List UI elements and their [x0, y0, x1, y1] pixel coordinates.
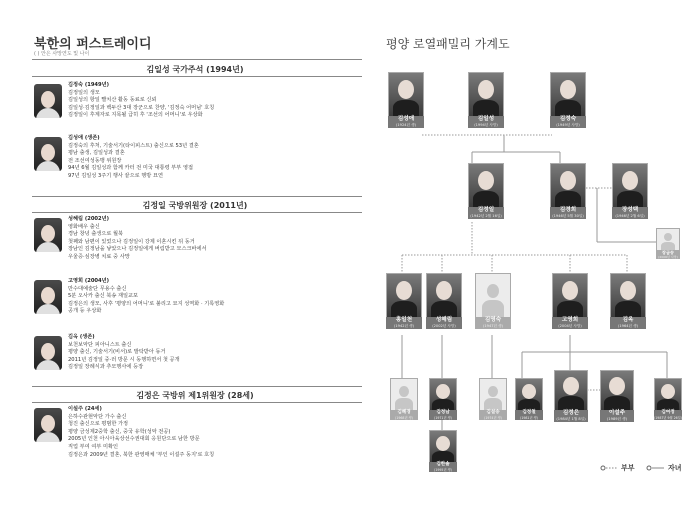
name-label: [656, 250, 680, 259]
person-text: [68, 334, 358, 372]
name-label: [429, 462, 457, 472]
node-name: 성혜림: [435, 317, 453, 323]
portrait-placeholder: [479, 378, 507, 412]
person-line: 장남인 김정남을 낳았으나 김정일에게 버림받고 모스크바에서: [68, 246, 207, 253]
node-date: (1942년 2월 16일): [470, 214, 502, 218]
portrait-photo: [429, 378, 457, 412]
person-name: 성혜림 (2002년): [68, 216, 110, 222]
portrait-photo: [34, 408, 62, 442]
children-legend-icon: [646, 464, 666, 472]
person-line: 김일성·김정일과 백두산 3대 장군으로 찬양, '김정숙 어머님' 호칭: [68, 104, 215, 111]
person-text: [68, 82, 358, 120]
person-text: [68, 278, 358, 316]
node-name: 김성애: [397, 116, 415, 122]
person-line: 첫째와 남편이 있었으나 김정일이 강제 이혼시킨 뒤 동거: [68, 238, 195, 245]
node-name: 김설송: [486, 410, 500, 415]
person-line: 만수대예술단 무용수 출신: [68, 285, 127, 292]
portrait-photo: [34, 84, 62, 118]
node-date: (1964년 생): [617, 324, 639, 328]
person-name: 김옥 (생존): [68, 334, 95, 340]
node-name: 김여정: [661, 410, 675, 415]
node-date: (1989년 생): [606, 417, 628, 421]
node-date: (2002년 사망): [432, 324, 456, 328]
legend-spouse-label: 부부: [621, 464, 635, 472]
section-heading: 김정은 국방위 제1위원장 (28세): [136, 391, 254, 400]
node-name: 김정일: [477, 207, 495, 213]
name-label: [390, 410, 418, 420]
person-line: 김정일 장례식과 추모행사에 등장: [68, 364, 144, 371]
person-line: 공개 등 우상화: [68, 308, 102, 315]
person-text: [68, 216, 358, 262]
portrait-photo: [552, 273, 588, 319]
node-name: 김경희: [559, 207, 577, 213]
name-label: [468, 207, 504, 219]
portrait-photo: [550, 72, 586, 118]
node-name: 김영숙: [484, 317, 502, 323]
divider: [32, 212, 362, 213]
node-name: 김정은: [562, 410, 580, 416]
person-line: 2005년 인천 아시아육상선수권대회 응원단으로 남한 방문: [68, 436, 200, 443]
node-date: (1987년 9월 26일): [654, 416, 682, 420]
portrait-photo: [34, 137, 62, 171]
node-date: (1946년 5월 30일): [552, 214, 584, 218]
name-label: [654, 410, 682, 420]
node-name: 장성택: [621, 207, 639, 213]
portrait-photo: [612, 163, 648, 209]
name-label: [388, 116, 424, 128]
name-label: [426, 317, 462, 329]
node-name: 김정숙: [559, 116, 577, 122]
spouse-legend-icon: [600, 464, 620, 472]
portrait-placeholder: [656, 228, 680, 252]
person-line: 김정일이 후계자로 지목될 급히 후 '조선의 어머니'로 우상화: [68, 112, 203, 119]
portrait-photo: [554, 370, 588, 412]
divider: [32, 386, 362, 387]
node-name: 김일성: [477, 116, 495, 122]
portrait-photo: [550, 163, 586, 209]
node-name: 이설주: [608, 410, 626, 416]
person-line: 2011년 김정일 중·러 방문 시 동행하면서 첫 공개: [68, 356, 180, 363]
divider: [32, 196, 362, 197]
portrait-photo: [34, 218, 62, 252]
person-line: 김일성의 항일 빨치산 활동 동료로 신뢰: [68, 97, 157, 104]
name-label: [550, 116, 586, 128]
portrait-photo: [610, 273, 646, 319]
node-date: (2006년 사망): [658, 255, 678, 259]
node-name: 김옥: [622, 317, 634, 323]
legend-children-label: 자녀: [668, 464, 682, 472]
person-text: [68, 135, 358, 181]
person-line: 94년 6월 김일성과 함께 카터 전 미국 대통령 부부 영접: [68, 165, 193, 172]
portrait-placeholder: [475, 273, 511, 319]
name-label: [610, 317, 646, 329]
portrait-photo: [34, 336, 62, 370]
name-label: [429, 410, 457, 420]
portrait-photo: [429, 430, 457, 464]
node-date: (1946년 2월 6일): [615, 214, 645, 218]
section-heading: 김일성 국가주석 (1994년): [146, 65, 244, 74]
node-date: (1981년 생): [520, 416, 538, 420]
node-date: (2004년 사망): [558, 324, 582, 328]
node-date: (1984년 1월 8일): [556, 417, 586, 421]
node-name: 장금송: [661, 250, 675, 255]
name-label: [468, 116, 504, 128]
portrait-photo: [468, 163, 504, 209]
node-date: (1974년 생): [484, 416, 502, 420]
portrait-photo: [388, 72, 424, 118]
person-text: [68, 406, 358, 459]
node-date: (1924년 생): [395, 123, 417, 127]
portrait-photo: [600, 370, 634, 412]
person-line: 우울증·심장병 치료 중 사망: [68, 253, 130, 260]
name-label: [552, 317, 588, 329]
person-line: 경남 창녕 출생으로 월북: [68, 231, 124, 238]
name-label: [554, 410, 588, 422]
person-line: 김정은의 생모, 사후 '평양의 어머니'로 불리고 묘지 성역화 · 기록영화: [68, 300, 225, 307]
node-date: (1968년 생): [395, 416, 413, 420]
person-line: 김정일의 생모: [68, 89, 100, 96]
name-label: [386, 317, 422, 329]
name-label: [479, 410, 507, 420]
divider: [32, 402, 362, 403]
person-name: 고영희 (2004년): [68, 278, 110, 284]
divider: [32, 76, 362, 77]
person-line: 청진 출신으로 평범한 가정: [68, 421, 129, 428]
person-name: 김성애 (생존): [68, 135, 100, 141]
person-line: 5분 오사카 출신 북송 재일교포: [68, 293, 139, 300]
portrait-placeholder: [390, 378, 418, 412]
node-date: (1971년 생): [434, 416, 452, 420]
person-name: 김정숙 (1949년): [68, 82, 110, 88]
node-date: (1994년 사망): [474, 123, 498, 127]
portrait-photo: [654, 378, 682, 412]
node-date: (1995년 생): [434, 468, 452, 472]
node-name: 김한솔: [436, 462, 450, 467]
person-line: 평양 출신, 기술서기(비서)로 발탁받아 동거: [68, 349, 166, 356]
name-label: [515, 410, 543, 420]
person-line: 은하수관현악단 가수 출신: [68, 413, 127, 420]
node-date: (1947년 생): [482, 324, 504, 328]
node-name: 홍일천: [395, 317, 413, 323]
person-line: 김정은과 2009년 결혼, 북한 관영매체 '부인 이설주 동지'로 호칭: [68, 451, 215, 458]
name-label: [600, 410, 634, 422]
person-line: 전 조선여성동맹 위원장: [68, 157, 122, 164]
person-line: 97년 김일성 3주기 행사 끝으로 행방 묘연: [68, 172, 163, 179]
name-label: [550, 207, 586, 219]
person-line: 직업 부여 여부 미확인: [68, 443, 119, 450]
left-title: 북한의 퍼스트레이디: [34, 37, 152, 52]
person-name: 이설주 (24세): [68, 406, 102, 412]
name-label: [475, 317, 511, 329]
node-date: (1942년 생): [393, 324, 415, 328]
node-date: (1949년 사망): [556, 123, 580, 127]
person-line: 영화배우 출신: [68, 223, 100, 230]
person-line: 평양 금성제2중학 출신, 중국 유학(성악 전공): [68, 428, 171, 435]
portrait-photo: [468, 72, 504, 118]
family-tree-panel: [372, 0, 700, 513]
name-label: [612, 207, 648, 219]
portrait-photo: [34, 280, 62, 314]
left-subtitle: ( ) 안은 사망연도 및 나이: [34, 51, 90, 57]
divider: [32, 59, 362, 60]
person-line: 보천보악단 피아니스트 출신: [68, 341, 132, 348]
portrait-photo: [386, 273, 422, 319]
section-heading: 김정일 국방위원장 (2011년): [142, 201, 248, 210]
first-ladies-panel: [28, 0, 360, 513]
node-name: 고영희: [561, 317, 579, 323]
person-line: 평남 출생, 김일성과 결혼: [68, 150, 125, 157]
portrait-photo: [515, 378, 543, 412]
node-name: 김혜경: [397, 410, 411, 415]
person-line: 김정숙의 후처, 기술서기(타이피스트) 출신으로 53년 결혼: [68, 142, 199, 149]
node-name: 김정철: [522, 410, 536, 415]
family-tree-title: 평양 로열패밀리 가계도: [386, 37, 510, 51]
portrait-photo: [426, 273, 462, 319]
node-name: 김정남: [436, 410, 450, 415]
